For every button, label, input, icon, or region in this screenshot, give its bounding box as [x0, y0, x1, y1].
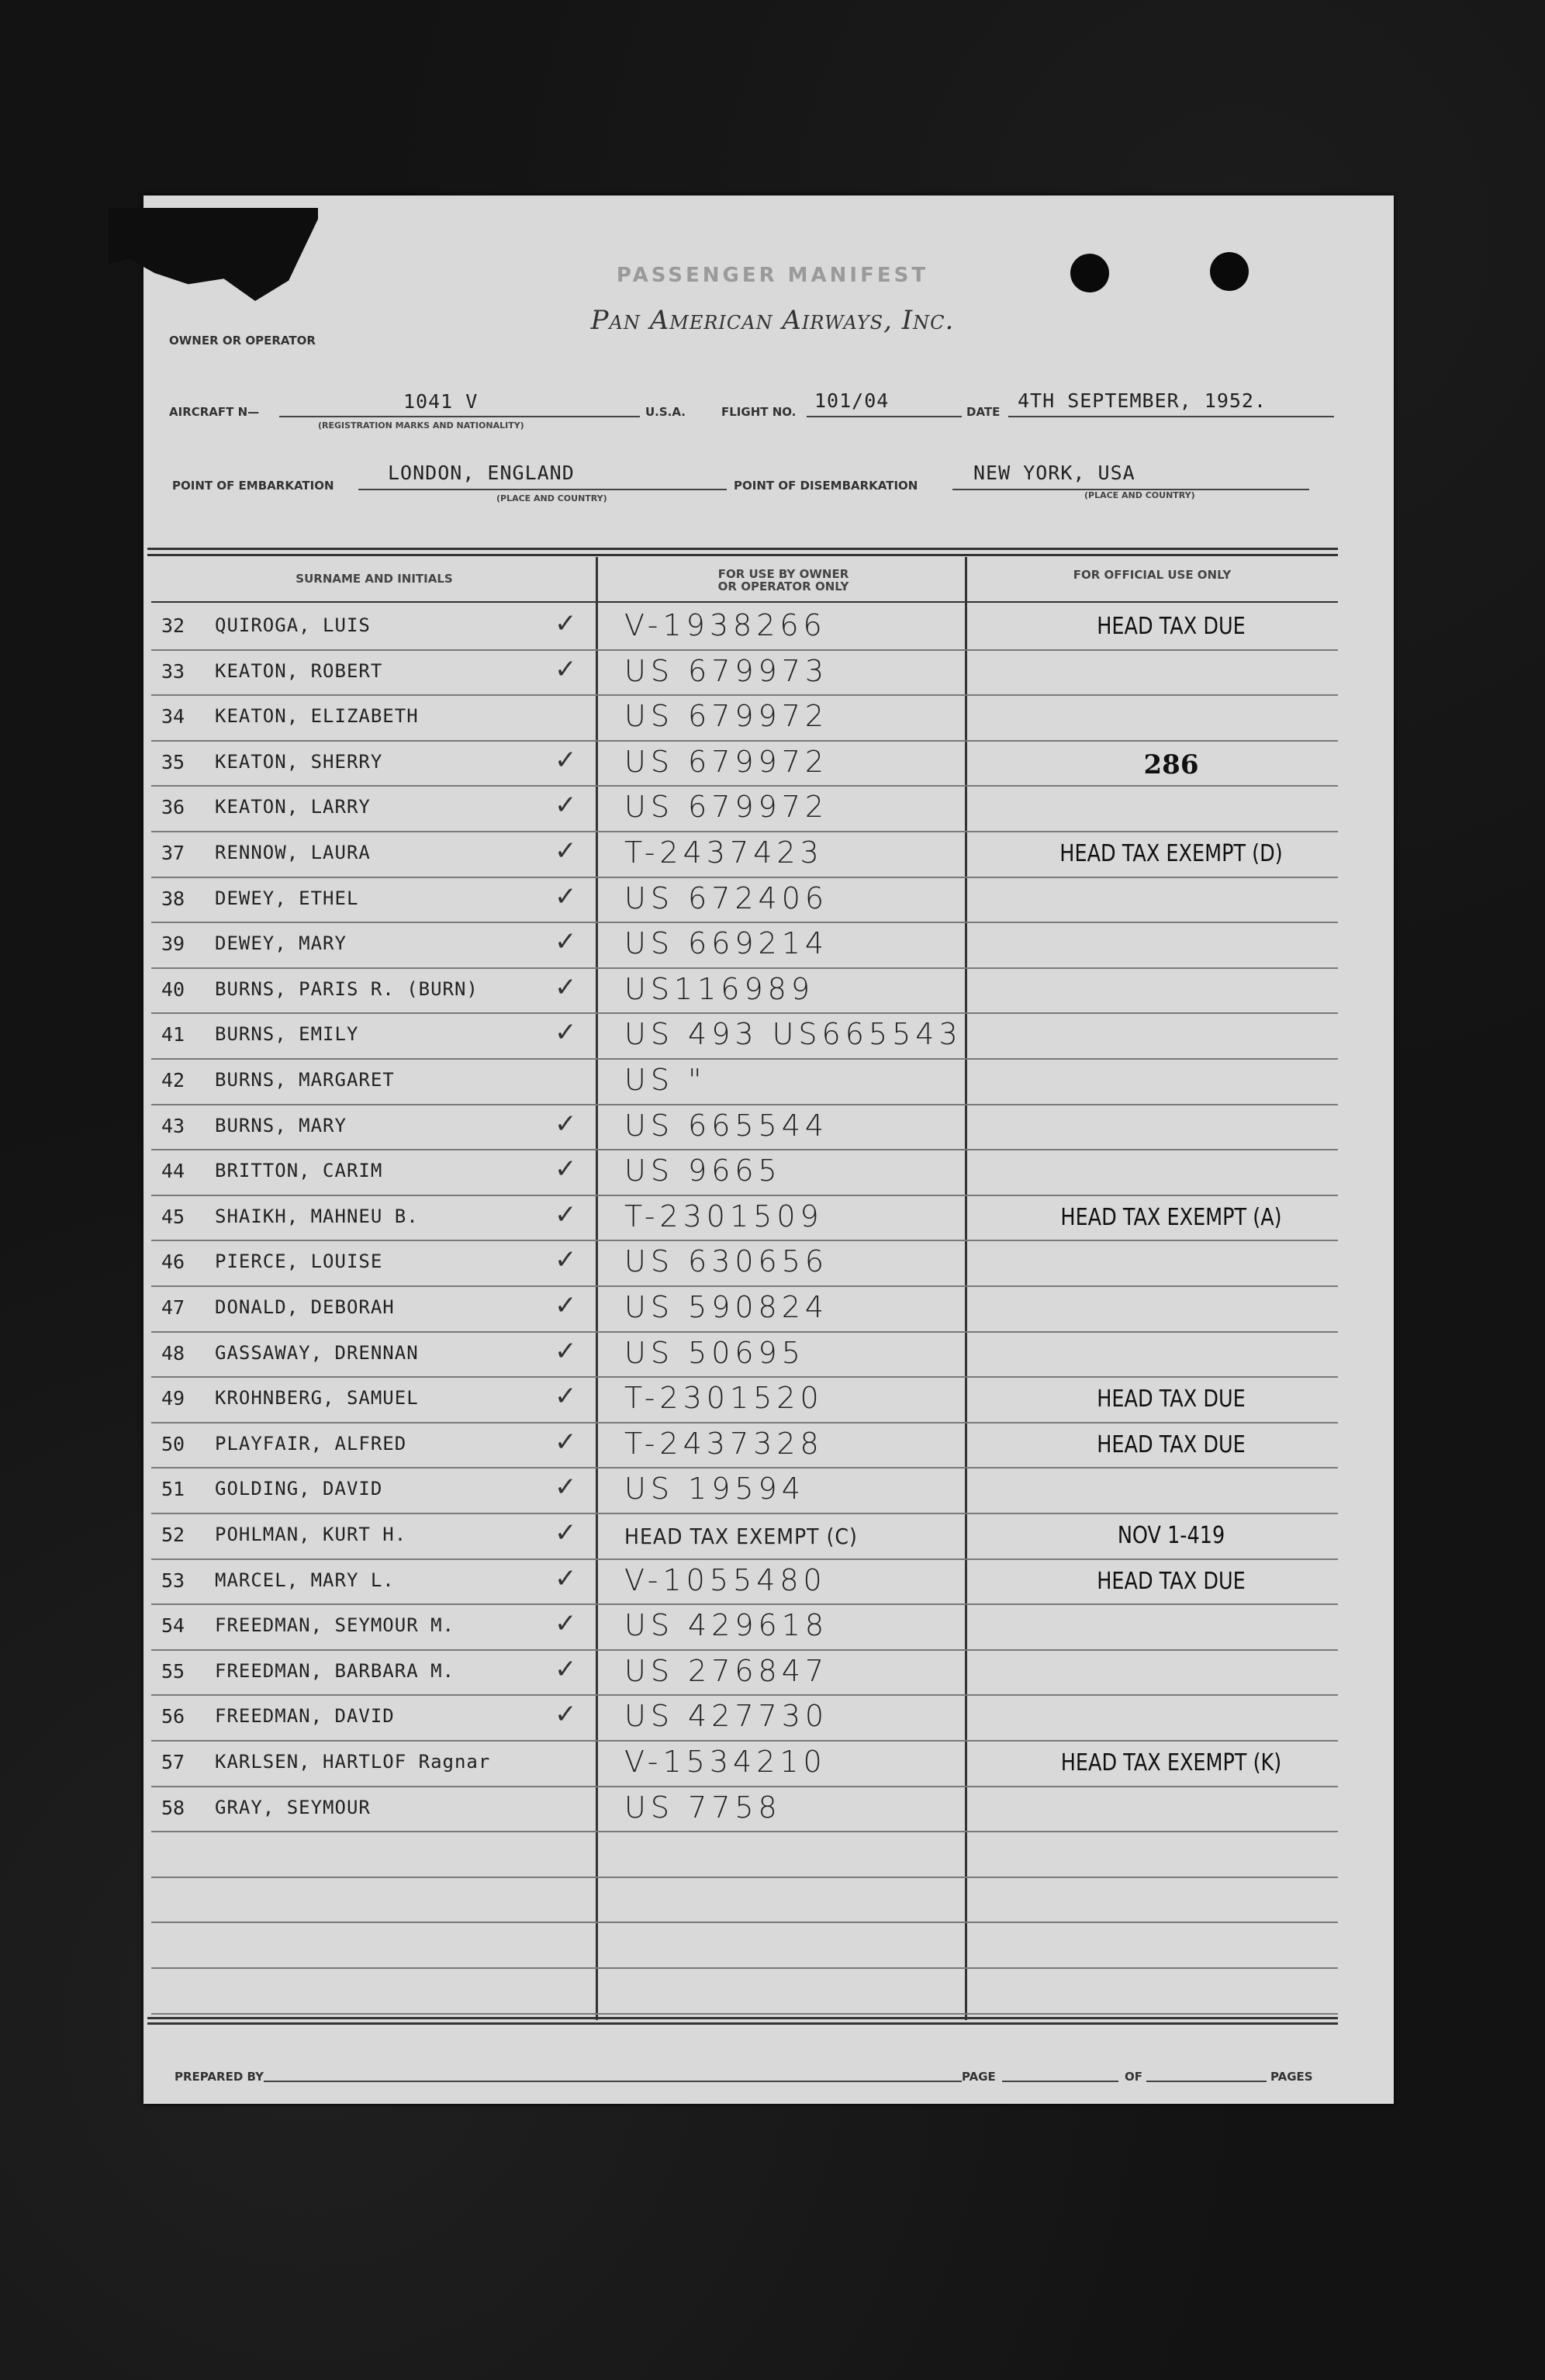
table-row	[151, 831, 1338, 876]
check-mark: ✓	[555, 1336, 577, 1367]
official-entry: HEAD TAX DUE	[1097, 1568, 1246, 1595]
table-row	[151, 1195, 1338, 1240]
official-entry: HEAD TAX DUE	[1097, 613, 1246, 640]
operator-entry: T-2301520	[624, 1381, 824, 1415]
check-mark: ✓	[555, 1290, 577, 1321]
of-label: OF	[1125, 2070, 1142, 2084]
row-number: 54	[161, 1614, 185, 1637]
table-row	[151, 1422, 1338, 1467]
passenger-name: KEATON, ELIZABETH	[215, 705, 419, 727]
prepared-by-underline	[264, 2081, 962, 2082]
row-number: 53	[161, 1569, 185, 1592]
operator-entry: US 679973	[624, 654, 829, 688]
col-header-owner-use-line2: OR OPERATOR ONLY	[717, 579, 849, 593]
operator-entry: US116989	[624, 972, 814, 1006]
passenger-name: KEATON, SHERRY	[215, 751, 383, 773]
table-row	[151, 604, 1338, 649]
operator-entry: V-1938266	[624, 608, 827, 642]
row-number: 57	[161, 1751, 185, 1773]
table-top-rule	[147, 548, 1338, 550]
check-mark: ✓	[555, 1427, 577, 1458]
table-row	[151, 1058, 1338, 1103]
operator-entry: US 669214	[624, 926, 829, 960]
row-number: 45	[161, 1206, 185, 1228]
table-top-rule	[147, 554, 1338, 556]
table-row	[151, 1558, 1338, 1603]
operator-entry: US 679972	[624, 699, 829, 733]
check-mark: ✓	[555, 972, 577, 1003]
check-mark: ✓	[555, 1109, 577, 1140]
passenger-name: KEATON, ROBERT	[215, 660, 383, 682]
passenger-name: DONALD, DEBORAH	[215, 1296, 395, 1318]
passenger-name: SHAIKH, MAHNEU B.	[215, 1206, 419, 1227]
page-underline	[1002, 2081, 1118, 2082]
operator-entry: T-2301509	[624, 1199, 824, 1233]
operator-entry: T-2437328	[624, 1427, 824, 1461]
operator-entry: US 665544	[624, 1109, 829, 1143]
table-row	[151, 1240, 1338, 1285]
operator-entry: US 50695	[624, 1336, 805, 1370]
check-mark: ✓	[555, 608, 577, 639]
passenger-name: FREEDMAN, DAVID	[215, 1705, 395, 1727]
row-number: 36	[161, 796, 185, 818]
operator-entry: US 679972	[624, 790, 829, 824]
official-entry: NOV 1-419	[1117, 1522, 1225, 1549]
operator-entry: US 493 US665543	[624, 1017, 963, 1051]
check-mark: ✓	[555, 654, 577, 685]
row-line	[151, 1831, 1338, 1832]
operator-entry: US 590824	[624, 1290, 829, 1324]
check-mark: ✓	[555, 1017, 577, 1048]
check-mark: ✓	[555, 1199, 577, 1230]
check-mark: ✓	[555, 881, 577, 912]
check-mark: ✓	[555, 1654, 577, 1685]
page-label: PAGE	[962, 2070, 996, 2084]
passenger-name: KEATON, LARRY	[215, 796, 371, 818]
operator-entry: US 630656	[624, 1244, 829, 1278]
passenger-name: BURNS, MARY	[215, 1115, 347, 1136]
official-entry: HEAD TAX DUE	[1097, 1385, 1246, 1413]
operator-entry: V-1055480	[624, 1563, 827, 1597]
row-number: 35	[161, 751, 185, 773]
of-underline	[1146, 2081, 1267, 2082]
prepared-by-label: PREPARED BY	[175, 2070, 264, 2084]
table-row	[151, 694, 1338, 739]
flight-value: 101/04	[814, 389, 890, 412]
row-number: 56	[161, 1705, 185, 1728]
col-header-official: FOR OFFICIAL USE ONLY	[1073, 568, 1232, 582]
table-row	[151, 740, 1338, 785]
row-number: 37	[161, 842, 185, 864]
table-bottom-rule	[147, 2017, 1338, 2019]
table-row	[151, 1603, 1338, 1648]
check-mark: ✓	[555, 745, 577, 776]
operator-entry: US 9665	[624, 1154, 782, 1188]
col-header-owner-use	[601, 568, 966, 593]
passenger-name: BRITTON, CARIM	[215, 1160, 383, 1181]
row-number: 43	[161, 1115, 185, 1137]
table-row	[151, 1104, 1338, 1149]
check-mark: ✓	[555, 1381, 577, 1412]
official-entry: HEAD TAX DUE	[1097, 1431, 1246, 1458]
embark-underline	[358, 489, 727, 490]
operator-entry: US 679972	[624, 745, 829, 779]
row-number: 44	[161, 1160, 185, 1182]
passenger-name: POHLMAN, KURT H.	[215, 1524, 407, 1545]
row-number: 55	[161, 1660, 185, 1683]
date-underline	[1008, 416, 1334, 417]
table-bottom-rule	[147, 2022, 1338, 2025]
usa-label: U.S.A.	[645, 405, 686, 419]
row-number: 33	[161, 660, 185, 683]
operator-entry: US 429618	[624, 1608, 829, 1642]
row-number: 48	[161, 1342, 185, 1365]
check-mark: ✓	[555, 1472, 577, 1503]
table-row	[151, 1694, 1338, 1739]
embark-sublabel: (PLACE AND COUNTRY)	[496, 493, 607, 503]
date-label: DATE	[966, 405, 1001, 419]
row-number: 34	[161, 705, 185, 728]
table-row	[151, 785, 1338, 830]
table-row	[151, 877, 1338, 922]
form-title: PASSENGER MANIFEST	[616, 264, 929, 287]
check-mark: ✓	[555, 1699, 577, 1730]
check-mark: ✓	[555, 1244, 577, 1275]
passenger-name: QUIROGA, LUIS	[215, 614, 371, 636]
passenger-name: DEWEY, MARY	[215, 932, 347, 954]
flight-underline	[807, 416, 962, 417]
passenger-name: RENNOW, LAURA	[215, 842, 371, 863]
passenger-name: DEWEY, ETHEL	[215, 887, 359, 909]
check-mark: ✓	[555, 790, 577, 821]
official-entry: 286	[1143, 749, 1199, 780]
aircraft-value: 1041 V	[403, 390, 479, 413]
check-mark: ✓	[555, 1154, 577, 1185]
disembark-value: NEW YORK, USA	[973, 462, 1135, 484]
operator-entry: US 19594	[624, 1472, 805, 1506]
col-header-name: SURNAME AND INITIALS	[296, 572, 453, 586]
passenger-name: FREEDMAN, SEYMOUR M.	[215, 1614, 455, 1636]
passenger-name: GRAY, SEYMOUR	[215, 1797, 371, 1818]
embark-value: LONDON, ENGLAND	[388, 462, 575, 484]
official-entry: HEAD TAX EXEMPT (K)	[1060, 1749, 1282, 1776]
passenger-name: PIERCE, LOUISE	[215, 1251, 383, 1272]
row-number: 51	[161, 1478, 185, 1500]
row-number: 32	[161, 614, 185, 637]
table-row	[151, 967, 1338, 1012]
header-row-line	[151, 601, 1338, 603]
passenger-name: BURNS, MARGARET	[215, 1069, 395, 1091]
passenger-name: PLAYFAIR, ALFRED	[215, 1433, 407, 1455]
aircraft-underline	[279, 416, 640, 417]
check-mark: ✓	[555, 926, 577, 957]
table-row	[151, 1331, 1338, 1376]
table-row	[151, 1513, 1338, 1558]
passenger-name: KARLSEN, HARTLOF Ragnar	[215, 1751, 491, 1773]
row-line	[151, 2013, 1338, 2015]
operator-entry: V-1534210	[624, 1745, 827, 1779]
owner-label: OWNER OR OPERATOR	[169, 334, 316, 348]
row-number: 58	[161, 1797, 185, 1819]
table-row	[151, 1649, 1338, 1694]
operator-entry: US 672406	[624, 881, 829, 915]
operator-entry: US 7758	[624, 1790, 782, 1825]
passenger-name: FREEDMAN, BARBARA M.	[215, 1660, 455, 1682]
passenger-name: KROHNBERG, SAMUEL	[215, 1387, 419, 1409]
passenger-name: BURNS, PARIS R. (BURN)	[215, 978, 479, 1000]
check-mark: ✓	[555, 835, 577, 867]
operator-entry: US "	[624, 1063, 707, 1097]
row-number: 38	[161, 887, 185, 910]
passenger-name: GOLDING, DAVID	[215, 1478, 383, 1500]
table-row	[151, 1149, 1338, 1194]
check-mark: ✓	[555, 1563, 577, 1594]
flight-label: FLIGHT NO.	[721, 405, 797, 419]
date-value: 4TH SEPTEMBER, 1952.	[1018, 389, 1267, 412]
row-number: 42	[161, 1069, 185, 1091]
row-number: 46	[161, 1251, 185, 1273]
row-number: 49	[161, 1387, 185, 1410]
passenger-name: MARCEL, MARY L.	[215, 1569, 395, 1591]
check-mark: ✓	[555, 1517, 577, 1548]
operator-entry: US 427730	[624, 1699, 829, 1733]
row-number: 50	[161, 1433, 185, 1455]
table-row	[151, 649, 1338, 694]
table-row	[151, 1012, 1338, 1057]
disembark-sublabel: (PLACE AND COUNTRY)	[1084, 490, 1195, 500]
official-entry: HEAD TAX EXEMPT (D)	[1059, 840, 1283, 867]
aircraft-sublabel: (REGISTRATION MARKS AND NATIONALITY)	[318, 420, 524, 431]
table-row	[151, 1285, 1338, 1330]
col-header-owner-use-line1: FOR USE BY OWNER	[717, 567, 849, 581]
pages-label: PAGES	[1270, 2070, 1313, 2084]
row-line	[151, 1922, 1338, 1923]
row-number: 47	[161, 1296, 185, 1319]
row-line	[151, 1967, 1338, 1969]
company-name: Pan American Airways, Inc.	[590, 305, 955, 336]
aircraft-label: AIRCRAFT N—	[169, 405, 260, 419]
row-number: 41	[161, 1023, 185, 1046]
operator-entry: US 276847	[624, 1654, 829, 1688]
operator-entry: HEAD TAX EXEMPT (C)	[624, 1524, 858, 1549]
embark-label: POINT OF EMBARKATION	[172, 479, 334, 493]
row-number: 40	[161, 978, 185, 1001]
table-row	[151, 1467, 1338, 1512]
table-row	[151, 1740, 1338, 1785]
operator-entry: T-2437423	[624, 835, 824, 870]
disembark-label: POINT OF DISEMBARKATION	[734, 479, 918, 493]
table-row	[151, 1786, 1338, 1831]
row-number: 39	[161, 932, 185, 955]
row-line	[151, 1877, 1338, 1878]
table-row	[151, 922, 1338, 967]
check-mark: ✓	[555, 1608, 577, 1639]
official-entry: HEAD TAX EXEMPT (A)	[1060, 1204, 1282, 1231]
passenger-name: GASSAWAY, DRENNAN	[215, 1342, 419, 1364]
passenger-name: BURNS, EMILY	[215, 1023, 359, 1045]
row-number: 52	[161, 1524, 185, 1546]
table-row	[151, 1376, 1338, 1421]
